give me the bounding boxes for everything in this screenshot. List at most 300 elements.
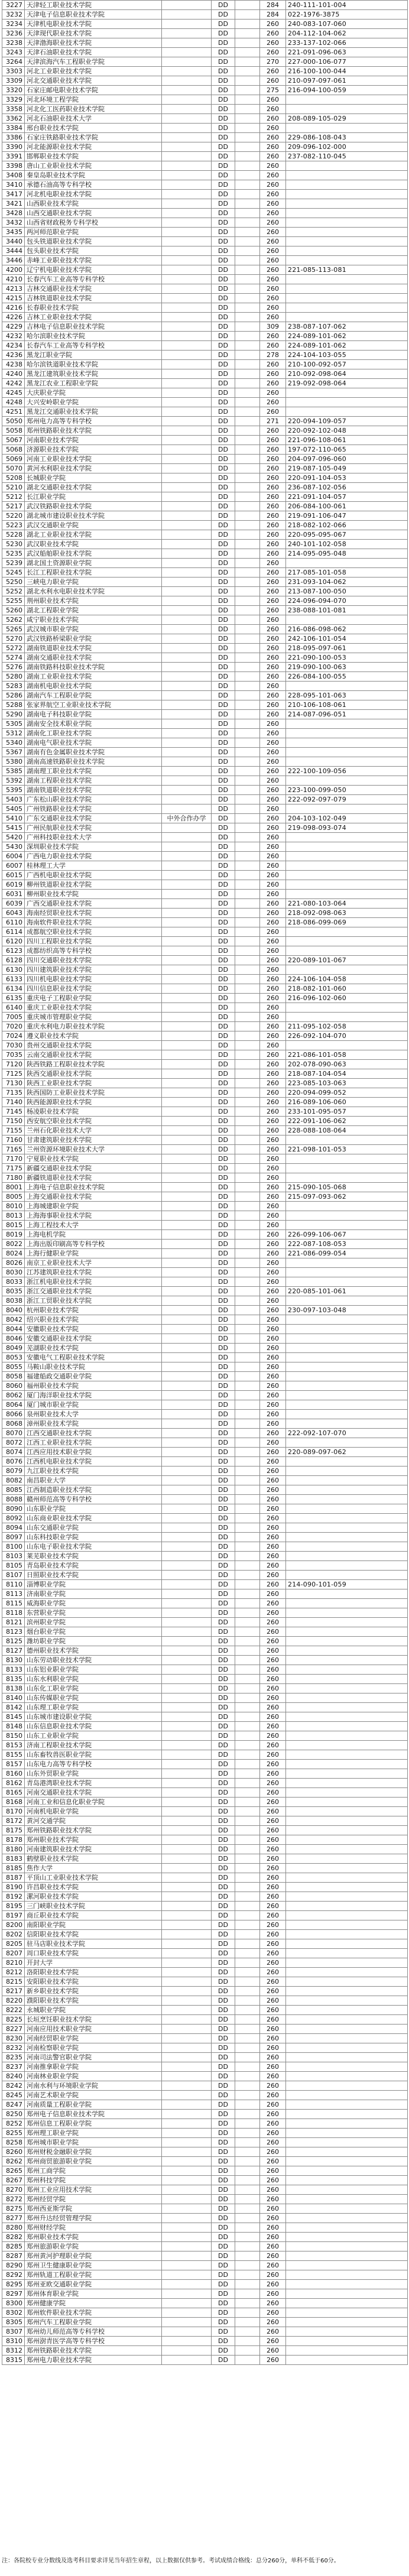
cell-phone	[286, 1552, 408, 1561]
cell-score: 260	[260, 303, 286, 313]
table-row	[2, 644, 408, 653]
table-row	[2, 455, 408, 464]
cell-code: 8192	[2, 1892, 25, 1902]
cell-type: DD	[212, 76, 235, 86]
cell-phone	[286, 852, 408, 861]
cell-name: 长春汽车工业高等专科学校	[25, 341, 162, 351]
cell-score: 260	[260, 1107, 286, 1117]
cell-phone: 224-104-103-055	[286, 351, 408, 360]
cell-blank	[235, 2081, 260, 2091]
cell-score: 260	[260, 1221, 286, 1230]
cell-score: 260	[260, 700, 286, 710]
cell-blank	[235, 1845, 260, 1854]
cell-phone: 210-106-108-061	[286, 700, 408, 710]
cell-name: 重庆水利电力职业技术学院	[25, 1022, 162, 1031]
cell-type: DD	[212, 852, 235, 861]
cell-score: 260	[260, 559, 286, 568]
cell-name: 洛阳职业技术学院	[25, 1968, 162, 1977]
cell-code: 8202	[2, 1930, 25, 1939]
cell-note	[162, 615, 212, 625]
cell-blank	[235, 1902, 260, 1911]
cell-score: 260	[260, 1608, 286, 1618]
table-row	[2, 180, 408, 190]
cell-name: 信阳职业技术学院	[25, 1930, 162, 1939]
cell-code: 8135	[2, 1675, 25, 1684]
cell-phone	[286, 1656, 408, 1665]
cell-score: 260	[260, 1533, 286, 1542]
cell-phone: 220-095-095-067	[286, 530, 408, 540]
cell-phone: 215-097-093-062	[286, 1192, 408, 1202]
cell-blank	[235, 1987, 260, 1996]
cell-score: 260	[260, 880, 286, 890]
cell-code: 8082	[2, 1476, 25, 1485]
cell-phone	[286, 1514, 408, 1523]
cell-name: 杨凌职业技术学院	[25, 1107, 162, 1117]
cell-note	[162, 1031, 212, 1041]
cell-blank	[235, 29, 260, 38]
cell-score: 260	[260, 1902, 286, 1911]
cell-score: 260	[260, 341, 286, 351]
cell-type: DD	[212, 615, 235, 625]
cell-blank	[235, 1788, 260, 1798]
table-row	[2, 1164, 408, 1173]
cell-type: DD	[212, 1183, 235, 1192]
cell-phone	[286, 1589, 408, 1599]
cell-blank	[235, 871, 260, 880]
cell-code: 3236	[2, 29, 25, 38]
cell-score: 260	[260, 1126, 286, 1135]
cell-score: 260	[260, 294, 286, 303]
cell-code: 8097	[2, 1533, 25, 1542]
cell-note	[162, 1391, 212, 1400]
cell-score: 260	[260, 1457, 286, 1467]
table-row	[2, 1722, 408, 1731]
cell-name: 厦门城市职业学院	[25, 1400, 162, 1410]
cell-note	[162, 653, 212, 663]
cell-blank	[235, 2337, 260, 2346]
cell-type: DD	[212, 2119, 235, 2129]
cell-name: 湖南理工职业技术学院	[25, 767, 162, 776]
cell-code: 8260	[2, 2147, 25, 2157]
cell-phone	[286, 1362, 408, 1372]
cell-code: 8103	[2, 1552, 25, 1561]
cell-score: 260	[260, 76, 286, 86]
cell-blank	[235, 549, 260, 559]
cell-score: 260	[260, 1438, 286, 1448]
cell-note	[162, 2053, 212, 2062]
cell-phone	[286, 1835, 408, 1845]
cell-score: 260	[260, 1476, 286, 1485]
cell-phone	[286, 1911, 408, 1920]
cell-name: 河南职业技术学院	[25, 436, 162, 445]
cell-phone	[286, 1325, 408, 1334]
cell-code: 8290	[2, 2261, 25, 2270]
cell-type: DD	[212, 1022, 235, 1031]
cell-blank	[235, 918, 260, 927]
cell-blank	[235, 682, 260, 691]
cell-blank	[235, 861, 260, 871]
cell-blank	[235, 1060, 260, 1069]
cell-name: 邢台职业技术学院	[25, 124, 162, 133]
cell-score: 260	[260, 237, 286, 246]
cell-code: 8292	[2, 2270, 25, 2280]
cell-phone	[286, 228, 408, 237]
cell-type: DD	[212, 1353, 235, 1362]
cell-name: 赤峰工业职业技术学院	[25, 256, 162, 265]
cell-phone	[286, 2318, 408, 2327]
cell-blank	[235, 1221, 260, 1230]
cell-blank	[235, 1258, 260, 1268]
cell-code: 5392	[2, 776, 25, 786]
cell-note	[162, 1750, 212, 1760]
cell-score: 260	[260, 2072, 286, 2081]
cell-score: 260	[260, 1977, 286, 1987]
cell-note	[162, 114, 212, 124]
cell-note	[162, 738, 212, 748]
cell-code: 4229	[2, 322, 25, 332]
cell-score: 260	[260, 1675, 286, 1684]
cell-note	[162, 927, 212, 937]
cell-blank	[235, 1183, 260, 1192]
cell-score: 260	[260, 2242, 286, 2251]
cell-name: 两河师范职业学院	[25, 228, 162, 237]
cell-score: 260	[260, 1306, 286, 1315]
cell-blank	[235, 1098, 260, 1107]
cell-name: 黑龙江建筑职业技术学院	[25, 369, 162, 379]
table-row	[2, 76, 408, 86]
cell-note	[162, 256, 212, 265]
cell-blank	[235, 464, 260, 473]
cell-phone: 222-100-109-056	[286, 767, 408, 776]
cell-note	[162, 2289, 212, 2299]
cell-phone: 219-098-093-074	[286, 823, 408, 833]
cell-code: 5312	[2, 729, 25, 738]
cell-type: DD	[212, 275, 235, 284]
cell-blank	[235, 180, 260, 190]
cell-code: 8180	[2, 1845, 25, 1854]
cell-note	[162, 1902, 212, 1911]
cell-blank	[235, 1608, 260, 1618]
cell-score: 260	[260, 1845, 286, 1854]
cell-score: 260	[260, 2214, 286, 2223]
table-row	[2, 994, 408, 1003]
table-row	[2, 1968, 408, 1977]
cell-type: DD	[212, 228, 235, 237]
cell-note	[162, 1675, 212, 1684]
cell-note	[162, 1977, 212, 1987]
cell-blank	[235, 748, 260, 757]
cell-note	[162, 1467, 212, 1476]
cell-phone	[286, 1485, 408, 1495]
cell-phone	[286, 1391, 408, 1400]
cell-phone	[286, 871, 408, 880]
cell-name: 青岛职业技术学院	[25, 1561, 162, 1571]
cell-type: DD	[212, 152, 235, 161]
cell-note	[162, 1448, 212, 1457]
cell-note	[162, 209, 212, 218]
cell-score: 260	[260, 1627, 286, 1637]
cell-phone: 216-100-100-044	[286, 67, 408, 76]
cell-type: DD	[212, 1769, 235, 1779]
cell-code: 3398	[2, 161, 25, 171]
cell-score: 260	[260, 1135, 286, 1145]
cell-blank	[235, 105, 260, 114]
cell-phone: 228-088-108-064	[286, 1126, 408, 1135]
cell-name: 浙江工贸职业技术学院	[25, 1296, 162, 1306]
cell-name: 江西应用技术职业学院	[25, 1448, 162, 1457]
cell-name: 包头职业技术学院	[25, 246, 162, 256]
cell-score: 260	[260, 823, 286, 833]
cell-phone	[286, 1722, 408, 1731]
table-row	[2, 303, 408, 313]
table-row	[2, 672, 408, 682]
cell-type: DD	[212, 2062, 235, 2072]
cell-score: 260	[260, 1571, 286, 1580]
table-row	[2, 114, 408, 124]
cell-type: DD	[212, 2270, 235, 2280]
cell-code: 8085	[2, 1485, 25, 1495]
cell-name: 石家庄邮电职业技术学院	[25, 86, 162, 95]
cell-blank	[235, 984, 260, 994]
table-row	[2, 1637, 408, 1646]
cell-phone	[286, 890, 408, 899]
table-row	[2, 1958, 408, 1968]
cell-score: 260	[260, 360, 286, 369]
cell-code: 5288	[2, 700, 25, 710]
cell-code: 7120	[2, 1060, 25, 1069]
cell-note	[162, 105, 212, 114]
cell-score: 260	[260, 1769, 286, 1779]
cell-type: DD	[212, 1637, 235, 1646]
cell-code: 8312	[2, 2346, 25, 2356]
cell-note	[162, 265, 212, 275]
cell-name: 黄河水利职业技术学院	[25, 464, 162, 473]
cell-type: DD	[212, 2233, 235, 2242]
table-row	[2, 1845, 408, 1854]
cell-name: 黑龙江交通职业技术学院	[25, 407, 162, 417]
cell-phone	[286, 1939, 408, 1949]
cell-note	[162, 1088, 212, 1098]
cell-name: 东营职业学院	[25, 1608, 162, 1618]
cell-note	[162, 445, 212, 455]
cell-phone	[286, 2280, 408, 2289]
cell-phone	[286, 1949, 408, 1958]
cell-score: 260	[260, 975, 286, 984]
cell-blank	[235, 1277, 260, 1287]
cell-phone: 221-085-113-081	[286, 265, 408, 275]
cell-name: 焦作大学	[25, 1864, 162, 1873]
cell-note	[162, 672, 212, 682]
table-row	[2, 2261, 408, 2270]
cell-type: DD	[212, 1192, 235, 1202]
cell-code: 8190	[2, 1883, 25, 1892]
cell-code: 3232	[2, 10, 25, 20]
cell-code: 6128	[2, 956, 25, 965]
cell-phone	[286, 2034, 408, 2043]
cell-code: 7165	[2, 1145, 25, 1154]
cell-score: 260	[260, 1788, 286, 1798]
cell-blank	[235, 76, 260, 86]
cell-phone: 216-096-102-060	[286, 994, 408, 1003]
cell-score: 260	[260, 530, 286, 540]
cell-name: 河南机电职业学院	[25, 1807, 162, 1816]
cell-code: 8242	[2, 2081, 25, 2091]
cell-name: 郑州科技学院	[25, 2176, 162, 2185]
cell-score: 260	[260, 842, 286, 852]
cell-name: 济源职业技术学院	[25, 445, 162, 455]
cell-note	[162, 2356, 212, 2365]
cell-code: 8125	[2, 1637, 25, 1646]
cell-phone: 219-092-098-064	[286, 379, 408, 388]
table-row	[2, 1523, 408, 1533]
cell-code: 8001	[2, 1183, 25, 1192]
cell-score: 260	[260, 795, 286, 804]
cell-name: 郑州财经学院	[25, 2223, 162, 2233]
cell-note	[162, 341, 212, 351]
cell-type: DD	[212, 1760, 235, 1769]
cell-note	[162, 1372, 212, 1381]
cell-name: 秦皇岛职业技术学院	[25, 171, 162, 180]
cell-note	[162, 2138, 212, 2147]
cell-name: 河北能源职业技术学院	[25, 142, 162, 152]
cell-score: 260	[260, 833, 286, 842]
cell-score: 275	[260, 86, 286, 95]
cell-note	[162, 1580, 212, 1589]
cell-phone	[286, 124, 408, 133]
cell-code: 8258	[2, 2138, 25, 2147]
cell-score: 260	[260, 2081, 286, 2091]
cell-name: 四川工程职业技术学院	[25, 937, 162, 946]
cell-blank	[235, 379, 260, 388]
cell-score: 260	[260, 691, 286, 700]
cell-note	[162, 1646, 212, 1656]
cell-score: 260	[260, 634, 286, 644]
cell-blank	[235, 814, 260, 823]
table-row	[2, 1429, 408, 1438]
cell-score: 260	[260, 209, 286, 218]
cell-note	[162, 1419, 212, 1429]
cell-type: DD	[212, 1561, 235, 1571]
cell-name: 武汉交通职业学院	[25, 521, 162, 530]
cell-code: 7155	[2, 1126, 25, 1135]
cell-phone	[286, 1372, 408, 1381]
cell-code: 3264	[2, 57, 25, 67]
cell-code: 8252	[2, 2119, 25, 2129]
cell-note	[162, 1949, 212, 1958]
cell-blank	[235, 445, 260, 455]
table-row	[2, 1050, 408, 1060]
cell-phone	[286, 1750, 408, 1760]
cell-note	[162, 852, 212, 861]
cell-type: DD	[212, 1173, 235, 1183]
cell-blank	[235, 1760, 260, 1769]
cell-note	[162, 1656, 212, 1665]
table-row	[2, 1996, 408, 2006]
cell-note	[162, 1703, 212, 1712]
table-row	[2, 2006, 408, 2015]
table-row	[2, 1240, 408, 1249]
cell-blank	[235, 237, 260, 246]
table-row	[2, 2318, 408, 2327]
cell-blank	[235, 937, 260, 946]
cell-name: 淄博职业学院	[25, 1580, 162, 1589]
cell-name: 海南经贸职业技术学院	[25, 909, 162, 918]
table-row	[2, 2081, 408, 2091]
cell-type: DD	[212, 1277, 235, 1287]
cell-name: 郑州城市职业学院	[25, 2138, 162, 2147]
cell-phone: 220-085-101-061	[286, 1287, 408, 1296]
cell-blank	[235, 672, 260, 682]
cell-name: 大庆职业学院	[25, 388, 162, 398]
table-row	[2, 634, 408, 644]
cell-score: 260	[260, 1079, 286, 1088]
cell-name: 武汉城市职业学院	[25, 625, 162, 634]
cell-code: 8295	[2, 2280, 25, 2289]
cell-blank	[235, 1325, 260, 1334]
cell-score: 260	[260, 1883, 286, 1892]
cell-code: 4240	[2, 369, 25, 379]
cell-note	[162, 2081, 212, 2091]
cell-phone	[286, 388, 408, 398]
table-row	[2, 1627, 408, 1637]
cell-name: 黄河交通学院	[25, 1816, 162, 1826]
cell-score: 260	[260, 1684, 286, 1693]
cell-name: 吉林铁道职业技术学院	[25, 294, 162, 303]
cell-blank	[235, 492, 260, 502]
cell-name: 郑州工商学院	[25, 2166, 162, 2176]
cell-score: 260	[260, 1760, 286, 1769]
table-row	[2, 578, 408, 587]
cell-blank	[235, 1429, 260, 1438]
cell-note	[162, 1864, 212, 1873]
cell-name: 承德石油高等专科学校	[25, 180, 162, 190]
cell-score: 260	[260, 596, 286, 606]
cell-score: 260	[260, 2204, 286, 2214]
cell-code: 8255	[2, 2129, 25, 2138]
cell-blank	[235, 2100, 260, 2110]
cell-phone: 219-090-100-063	[286, 663, 408, 672]
cell-note	[162, 899, 212, 909]
cell-name: 陕西工业职业技术学院	[25, 1079, 162, 1088]
table-row	[2, 124, 408, 133]
cell-type: DD	[212, 2081, 235, 2091]
cell-blank	[235, 1523, 260, 1533]
cell-blank	[235, 2346, 260, 2356]
cell-phone	[286, 719, 408, 729]
cell-name: 天津电子信息职业技术学院	[25, 10, 162, 20]
cell-name: 山东城市建设职业学院	[25, 1712, 162, 1722]
cell-phone	[286, 1977, 408, 1987]
table-row	[2, 313, 408, 322]
table-row	[2, 1646, 408, 1656]
cell-score: 260	[260, 852, 286, 861]
cell-blank	[235, 1665, 260, 1675]
cell-name: 鹤壁职业技术学院	[25, 1854, 162, 1864]
cell-type: DD	[212, 814, 235, 823]
cell-type: DD	[212, 748, 235, 757]
cell-note: 中外合作办学	[162, 814, 212, 823]
cell-name: 安徽职业技术学院	[25, 1325, 162, 1334]
cell-score: 260	[260, 29, 286, 38]
cell-note	[162, 2100, 212, 2110]
cell-score: 260	[260, 1864, 286, 1873]
cell-blank	[235, 719, 260, 729]
cell-phone	[286, 1381, 408, 1391]
cell-note	[162, 1145, 212, 1154]
cell-blank	[235, 757, 260, 767]
cell-type: DD	[212, 341, 235, 351]
cell-phone: 221-096-108-061	[286, 436, 408, 445]
